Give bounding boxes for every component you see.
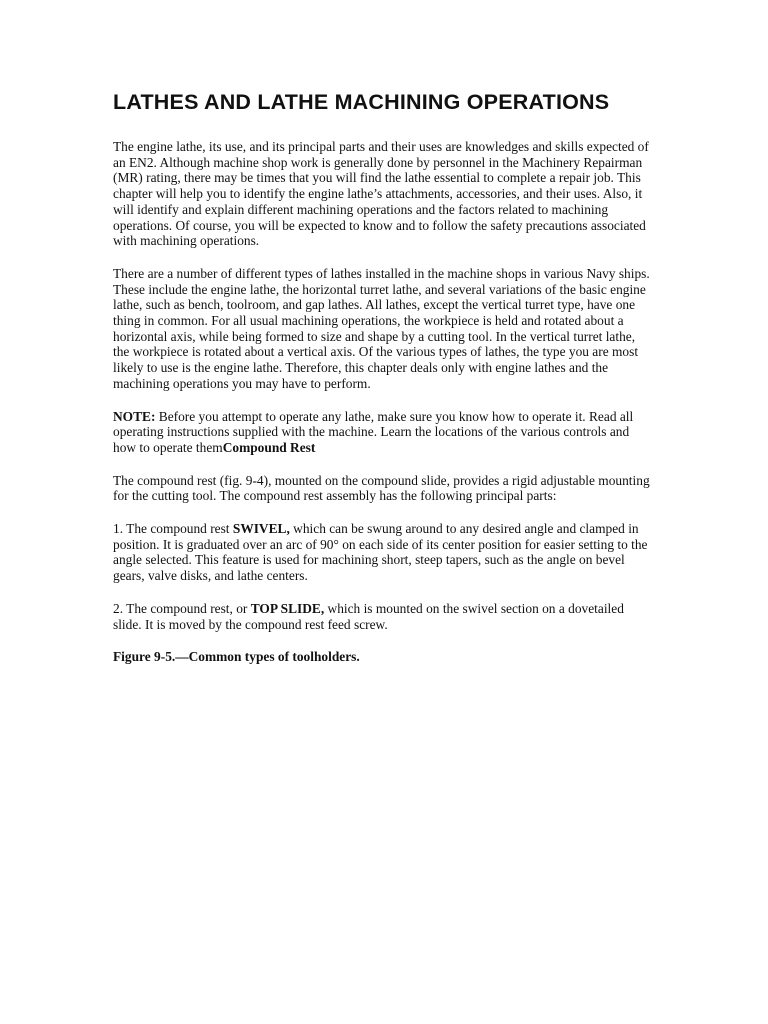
note-label: NOTE:: [113, 408, 156, 424]
list-item-text: which is mounted on the swivel section on a dovetailed slide. It is moved by the compound rest feed screw.: [113, 600, 624, 632]
list-item-prefix: 2. The compound rest, or: [113, 600, 251, 616]
list-item-text: which can be swung around to any desired angle and clamped in position. It is graduated over an arc of 90° on each side of its center position for easier setting to the angle selected. This feature is used for machining short, steep tapers, such as the angle on bevel gears, valve disks, and lathe centers.: [113, 521, 648, 584]
compound-rest-heading: Compound Rest: [222, 439, 316, 455]
note-text: Before you attempt to operate any lathe, make sure you know how to operate it. Read all operating instructions supplied with the machine. Learn the locations of the various controls and how to operate them: [113, 408, 634, 455]
document-page: [113, 88, 653, 665]
list-item-prefix: 1. The compound rest: [113, 521, 233, 537]
intro-paragraph: The engine lathe, its use, and its principal parts and their uses are knowledges and skills expected of an EN2. Although machine shop work is generally done by personnel in the Machinery Repairman (MR) rating, there may be times that you will find the lathe essential to complete a repair job. This chapter will help you to identify the engine lathe’s attachments, accessories, and their uses. Also, it will identify and explain different machining operations and the factors related to machining operations. Of course, you will be expected to know and to follow the safety precautions associated with machining operations.: [113, 139, 649, 249]
swivel-term: SWIVEL,: [232, 521, 290, 537]
top-slide-term: TOP SLIDE,: [250, 600, 325, 616]
compound-rest-paragraph: The compound rest (fig. 9-4), mounted on the compound slide, provides a rigid adjustable mounting for the cutting tool. The compound rest assembly has the following principal parts:: [113, 472, 650, 504]
document-title: LATHES AND LATHE MACHINING OPERATIONS: [113, 90, 610, 114]
list-item-swivel: [113, 521, 653, 584]
note-paragraph: [113, 409, 653, 456]
lathe-types-paragraph: There are a number of different types of lathes installed in the machine shops in various Navy ships. These include the engine lathe, the horizontal turret lathe, and several variations of the basic engine lathe, such as bench, toolroom, and gap lathes. All lathes, except the vertical turret type, have one thing in common. For all usual machining operations, the workpiece is held and rotated about a horizontal axis, while being formed to size and shape by a cutting tool. In the vertical turret lathe, the workpiece is rotated about a vertical axis. Of the various types of lathes, the type you are most likely to use is the engine lathe. Therefore, this chapter deals only with engine lathes and the machining operations you may have to perform.: [113, 265, 650, 391]
list-item-top-slide: [113, 601, 653, 632]
figure-caption: Figure 9-5.—Common types of toolholders.: [113, 649, 360, 665]
